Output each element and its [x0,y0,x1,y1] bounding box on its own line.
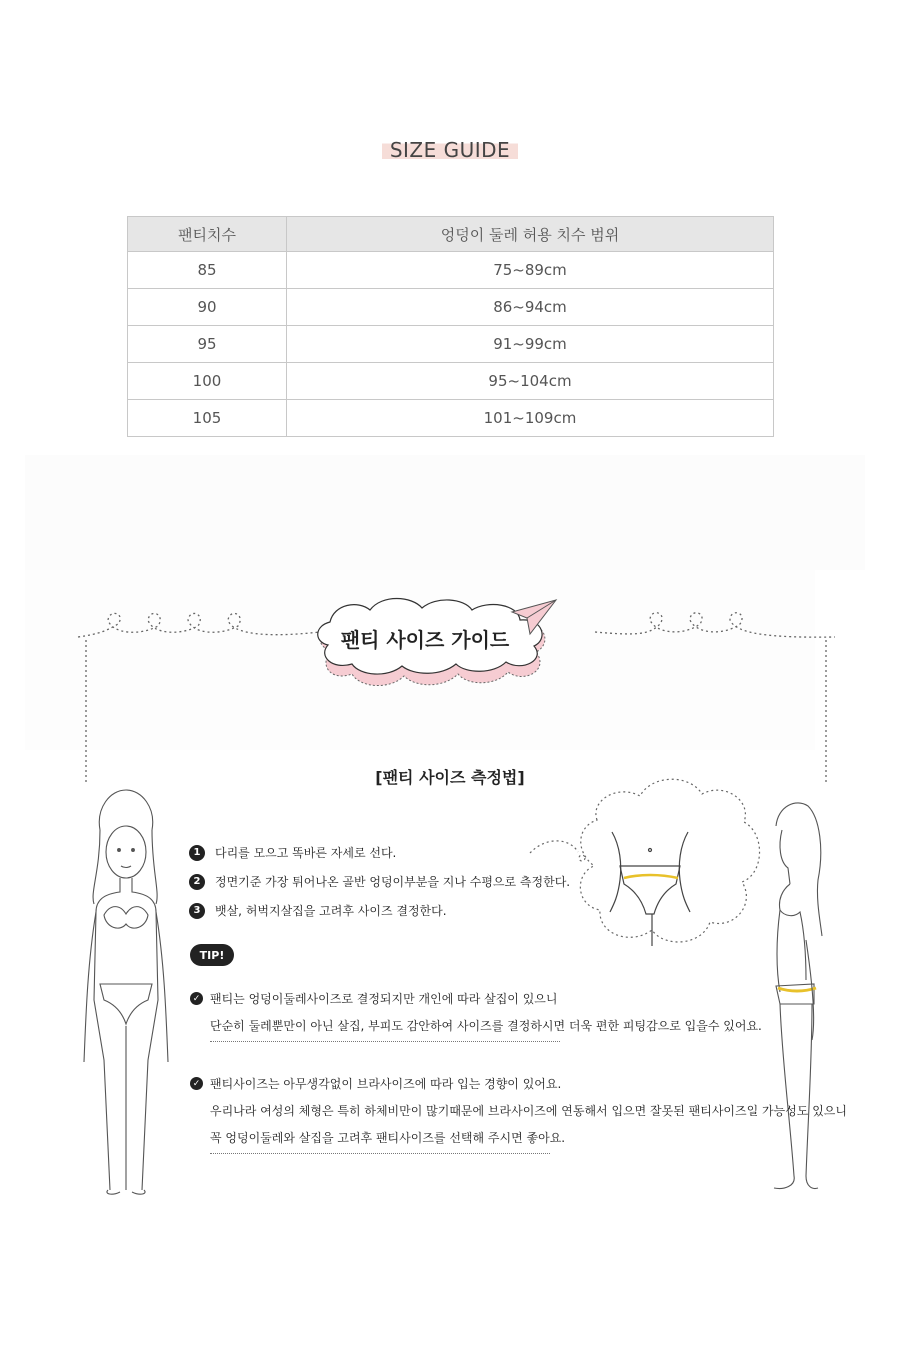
tip-line [190,1012,762,1039]
panty-size-cell: 95 [128,326,287,363]
tip-text: 꼭 엉덩이둘레와 살집을 고려후 팬티사이즈를 선택해 주시면 좋아요. [210,1131,566,1145]
check-icon: ✓ [190,992,203,1005]
tip-line [190,1124,847,1151]
tip-block [190,1070,847,1151]
hip-range-cell: 75~89cm [287,252,774,289]
step-number-badge: 2 [189,874,205,890]
panty-size-cell: 105 [128,400,287,437]
measurement-method-title: [팬티 사이즈 측정법] [375,768,525,787]
panty-size-guide-heading: 팬티 사이즈 가이드 [340,628,510,652]
check-icon: ✓ [190,1077,203,1090]
size-guide-title: SIZE GUIDE [382,138,518,162]
tip-line [190,1070,847,1097]
step-text: 뱃살, 허벅지살집을 고려후 사이즈 결정한다. [215,904,447,918]
hip-range-cell: 91~99cm [287,326,774,363]
tip-text: 단순히 둘레뿐만이 아닌 살집, 부피도 감안하여 사이즈를 결정하시면 더욱 편한 피팅감으로 입을수 있어요. [210,1019,762,1033]
tip-text: 팬티사이즈는 아무생각없이 브라사이즈에 따라 입는 경향이 있어요. [210,1077,562,1091]
tip-block [190,985,762,1039]
hip-closeup-icon [610,832,690,946]
step-number-badge: 1 [189,845,205,861]
panty-size-cell: 100 [128,363,287,400]
tip-line [190,985,762,1012]
tip-badge: TIP! [190,944,234,966]
dotted-garland-right-icon [595,613,835,785]
column-header: 엉덩이 둘레 허용 치수 범위 [287,217,774,252]
front-figure-icon [84,790,168,1194]
panty-size-cell: 90 [128,289,287,326]
step-item [189,896,570,925]
step-item [189,838,570,867]
step-item [189,867,570,896]
step-text: 다리를 모으고 똑바른 자세로 선다. [215,846,397,860]
step-text: 정면기준 가장 튀어나온 골반 엉덩이부분을 지나 수평으로 측정한다. [215,875,571,889]
tip-line [190,1097,847,1124]
hip-range-cell: 95~104cm [287,363,774,400]
tip-text: 우리나라 여성의 체형은 특히 하체비만이 많기때문에 브라사이즈에 연동해서 입으면 잘못된 팬티사이즈일 가능성도 있으니 [210,1104,847,1118]
measurement-steps [189,838,570,925]
dotted-garland-left-icon [78,613,320,785]
dotted-divider [210,1041,560,1042]
panty-size-cell: 85 [128,252,287,289]
hip-range-cell: 101~109cm [287,400,774,437]
column-header: 팬티치수 [128,217,287,252]
hip-range-cell: 86~94cm [287,289,774,326]
dotted-divider [210,1153,550,1154]
tip-text: 팬티는 엉덩이둘레사이즈로 결정되지만 개인에 따라 살집이 있으니 [210,992,558,1006]
step-number-badge: 3 [189,903,205,919]
